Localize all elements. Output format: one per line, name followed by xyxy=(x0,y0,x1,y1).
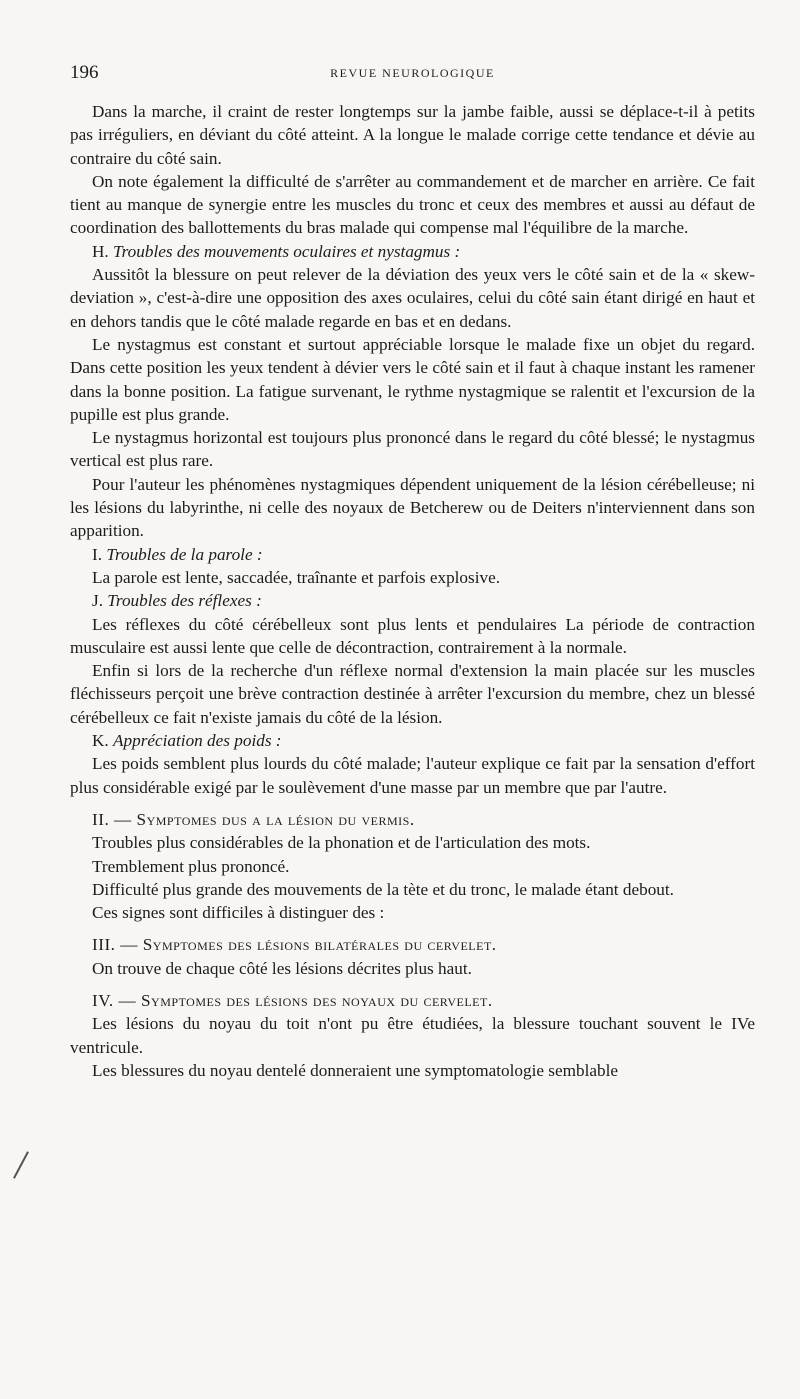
margin-pencil-mark xyxy=(13,1151,29,1178)
paragraph: Pour l'auteur les phénomènes nystagmiques dépendent uniquement de la lésion cérébelleuse; ni les lésions du labyrinthe, ni celle des noyaux de Betcherew ou de Deiters n'interviennent dans son apparition. xyxy=(70,474,755,541)
subsection-heading-k xyxy=(70,729,755,752)
paragraph: Tremblement plus prononcé. xyxy=(92,856,290,876)
heading-letter: H. xyxy=(92,241,109,261)
heading-title: Troubles des réflexes : xyxy=(107,591,262,611)
paragraph: Les lésions du noyau du toit n'ont pu être étudiées, la blessure touchant souvent le IVe ventricule. xyxy=(70,1014,755,1057)
heading-title: Troubles des mouvements oculaires et nystagmus : xyxy=(113,241,461,261)
paragraph: Troubles plus considérables de la phonation et de l'articulation des mots. xyxy=(92,833,591,853)
section-heading-bilateral: III. — Symptomes des lésions bilatérales du cervelet. xyxy=(92,935,497,955)
paragraph: Difficulté plus grande des mouvements de la tète et du tronc, le malade étant debout. xyxy=(92,879,674,899)
running-title: REVUE NEUROLOGIQUE xyxy=(330,66,495,80)
section-heading-vermis: II. — Symptomes dus a la lésion du vermis. xyxy=(92,809,415,829)
subsection-heading-h xyxy=(70,240,755,263)
paragraph: Ces signes sont difficiles à distinguer des : xyxy=(92,903,385,923)
section-heading-nuclei: IV. — Symptomes des lésions des noyaux du cervelet. xyxy=(92,990,493,1010)
heading-letter: K. xyxy=(92,731,109,751)
subsection-heading-j xyxy=(70,589,755,612)
paragraph: Le nystagmus est constant et surtout appréciable lorsque le malade fixe un objet du regard. Dans cette position les yeux tendent à dévier vers le côté sain et il faut à chaque instant les ramener dans la bonne position. La fatigue survenant, le rythme nystagmique se ralentit et l'excursion de la pupille est plus grande. xyxy=(70,334,755,424)
heading-title: Troubles de la parole : xyxy=(106,544,263,564)
paragraph: On trouve de chaque côté les lésions décrites plus haut. xyxy=(92,958,472,978)
paragraph: Les blessures du noyau dentelé donneraient une symptomatologie semblable xyxy=(92,1060,618,1080)
heading-letter: J. xyxy=(92,591,103,611)
page-header xyxy=(70,62,755,90)
page-number: 196 xyxy=(70,62,99,83)
article-body xyxy=(70,100,755,1082)
paragraph: Aussitôt la blessure on peut relever de la déviation des yeux vers le côté sain et de la « skew-deviation », c'est-à-dire une opposition des axes oculaires, celui du côté sain étant dirigé en haut et en dehors tandis que le côté malade regarde en bas et en dedans. xyxy=(70,265,755,331)
subsection-heading-i xyxy=(70,543,755,566)
paragraph: Dans la marche, il craint de rester longtemps sur la jambe faible, aussi se déplace-t-il à petits pas irréguliers, en déviant du côté atteint. A la longue le malade corrige cette tendance et dévie au contraire du côté sain. xyxy=(70,102,755,168)
paragraph: Les poids semblent plus lourds du côté malade; l'auteur explique ce fait par la sensation d'effort plus considérable exigé par le soulèvement d'une masse par un membre que par l'autre. xyxy=(70,754,755,797)
heading-letter: I. xyxy=(92,544,103,564)
paragraph: On note également la difficulté de s'arrêter au commandement et de marcher en arrière. Ce fait tient au manque de synergie entre les muscles du tronc et ceux des membres et aussi au défaut de coordination des ballottements du bras malade qui compense mal l'équilibre de la marche. xyxy=(70,171,755,238)
paragraph: Enfin si lors de la recherche d'un réflexe normal d'extension la main placée sur les muscles fléchisseurs perçoit une brève contraction destinée à arrêter l'excursion du membre, chez un blessé cérébelleux ce fait n'existe jamais du côté de la lésion. xyxy=(70,661,755,727)
heading-title: Appréciation des poids : xyxy=(113,731,282,751)
paragraph: Les réflexes du côté cérébelleux sont plus lents et pendulaires La période de contraction musculaire est aussi lente que celle de décontraction, contrairement à la normale. xyxy=(70,614,755,657)
paragraph: La parole est lente, saccadée, traînante et parfois explosive. xyxy=(92,567,501,587)
paragraph: Le nystagmus horizontal est toujours plus prononcé dans le regard du côté blessé; le nystagmus vertical est plus rare. xyxy=(70,428,755,471)
